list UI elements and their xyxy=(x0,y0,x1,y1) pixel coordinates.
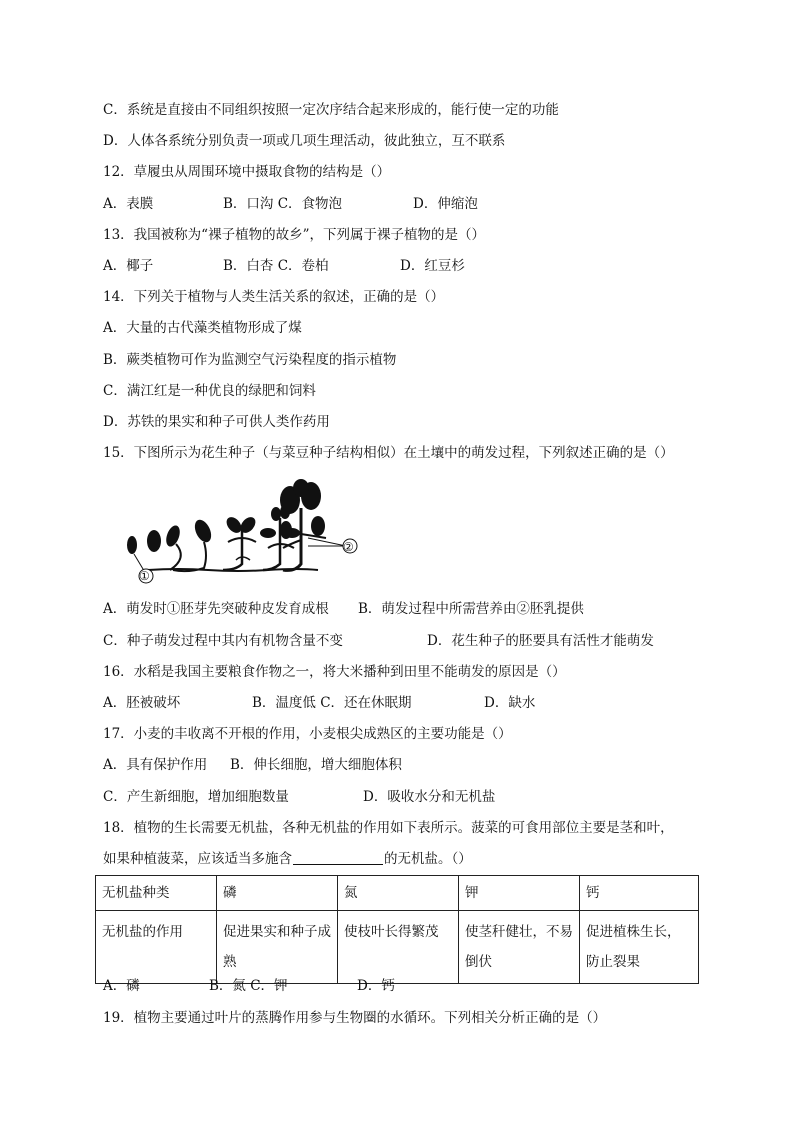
table-cell: 促进植株生长，防止裂果 xyxy=(580,911,699,984)
question-17: 17．小麦的丰收离不开根的作用，小麦根尖成熟区的主要功能是（） xyxy=(103,726,512,742)
option-b: B．伸长细胞，增大细胞体积 xyxy=(230,757,402,773)
question-18: 18．植物的生长需要无机盐，各种无机盐的作用如下表所示。菠菜的可食用部位主要是茎和叶， xyxy=(103,820,674,836)
option-d: D．吸收水分和无机盐 xyxy=(363,789,496,805)
option-line: D．人体各系统分别负责一项或几项生理活动，彼此独立，互不联系 xyxy=(103,133,506,149)
option-a: A．椰子 xyxy=(103,258,154,274)
table-cell: 无机盐的作用 xyxy=(96,911,217,984)
option-c: C．产生新细胞，增加细胞数量 xyxy=(103,789,289,805)
table-cell: 使茎秆健壮，不易倒伏 xyxy=(459,911,580,984)
table-cell: 氮 xyxy=(338,876,459,911)
option-a: A．具有保护作用 xyxy=(103,757,208,773)
peanut-germination-figure xyxy=(118,478,368,588)
option-b: B．萌发过程中所需营养由②胚乳提供 xyxy=(358,601,584,617)
option-a: A．胚被破坏 xyxy=(103,695,181,711)
question-12: 12．草履虫从周围环境中摄取食物的结构是（） xyxy=(103,164,391,180)
question-19: 19．植物主要通过叶片的蒸腾作用参与生物圈的水循环。下列相关分析正确的是（） xyxy=(103,1010,607,1026)
question-14: 14．下列关于植物与人类生活关系的叙述，正确的是（） xyxy=(103,289,445,305)
question-16: 16．水稻是我国主要粮食作物之一，将大米播种到田里不能萌发的原因是（） xyxy=(103,664,566,680)
table-cell: 使枝叶长得繁茂 xyxy=(338,911,459,984)
option-d: D．花生种子的胚要具有活性才能萌发 xyxy=(427,633,654,649)
option-bc: B．口沟 C．食物泡 xyxy=(223,196,343,212)
table-cell: 磷 xyxy=(217,876,338,911)
table-cell: 钙 xyxy=(580,876,699,911)
option-a: A．磷 xyxy=(103,978,140,994)
question-15: 15．下图所示为花生种子（与菜豆种子结构相似）在土壤中的萌发过程，下列叙述正确的是（） xyxy=(103,445,674,461)
table-cell: 促进果实和种子成熟 xyxy=(217,911,338,984)
option-bc: B．白杏 C．卷柏 xyxy=(223,258,329,274)
option-b: B．蕨类植物可作为监测空气污染程度的指示植物 xyxy=(103,352,397,368)
option-a: A．萌发时①胚芽先突破种皮发育成根 xyxy=(103,601,329,617)
option-d: D．苏铁的果实和种子可供人类作药用 xyxy=(103,414,330,430)
nutrient-table xyxy=(95,875,699,984)
figure-label-2: ② xyxy=(343,540,354,554)
option-c: C．满江红是一种优良的绿肥和饲料 xyxy=(103,383,316,399)
question-13: 13．我国被称为“裸子植物的故乡”，下列属于裸子植物的是（） xyxy=(103,227,485,243)
option-bc: B．氮 C．钾 xyxy=(209,978,288,994)
answer-blank xyxy=(293,850,383,865)
germination-sequence-icon xyxy=(118,478,368,588)
option-a: A．大量的古代藻类植物形成了煤 xyxy=(103,320,302,336)
option-line: C．系统是直接由不同组织按照一定次序结合起来形成的，能行使一定的功能 xyxy=(103,102,559,118)
question-18-text-pre: 如果种植菠菜，应该适当多施含 xyxy=(103,851,292,867)
table-header-row xyxy=(96,876,699,911)
table-row xyxy=(96,911,699,984)
option-c: C．种子萌发过程中其内有机物含量不变 xyxy=(103,633,343,649)
option-d: D．伸缩泡 xyxy=(413,196,478,212)
option-d: D．缺水 xyxy=(484,695,536,711)
question-18-text-post: 的无机盐。（） xyxy=(384,851,472,867)
table-cell: 钾 xyxy=(459,876,580,911)
option-bc: B．温度低 C．还在休眠期 xyxy=(252,695,412,711)
option-d: D．红豆杉 xyxy=(400,258,465,274)
table-cell: 无机盐种类 xyxy=(96,876,217,911)
option-d: D．钙 xyxy=(357,978,395,994)
figure-label-1: ① xyxy=(139,569,150,583)
question-18-cont xyxy=(103,849,472,869)
option-a: A．表膜 xyxy=(103,196,154,212)
